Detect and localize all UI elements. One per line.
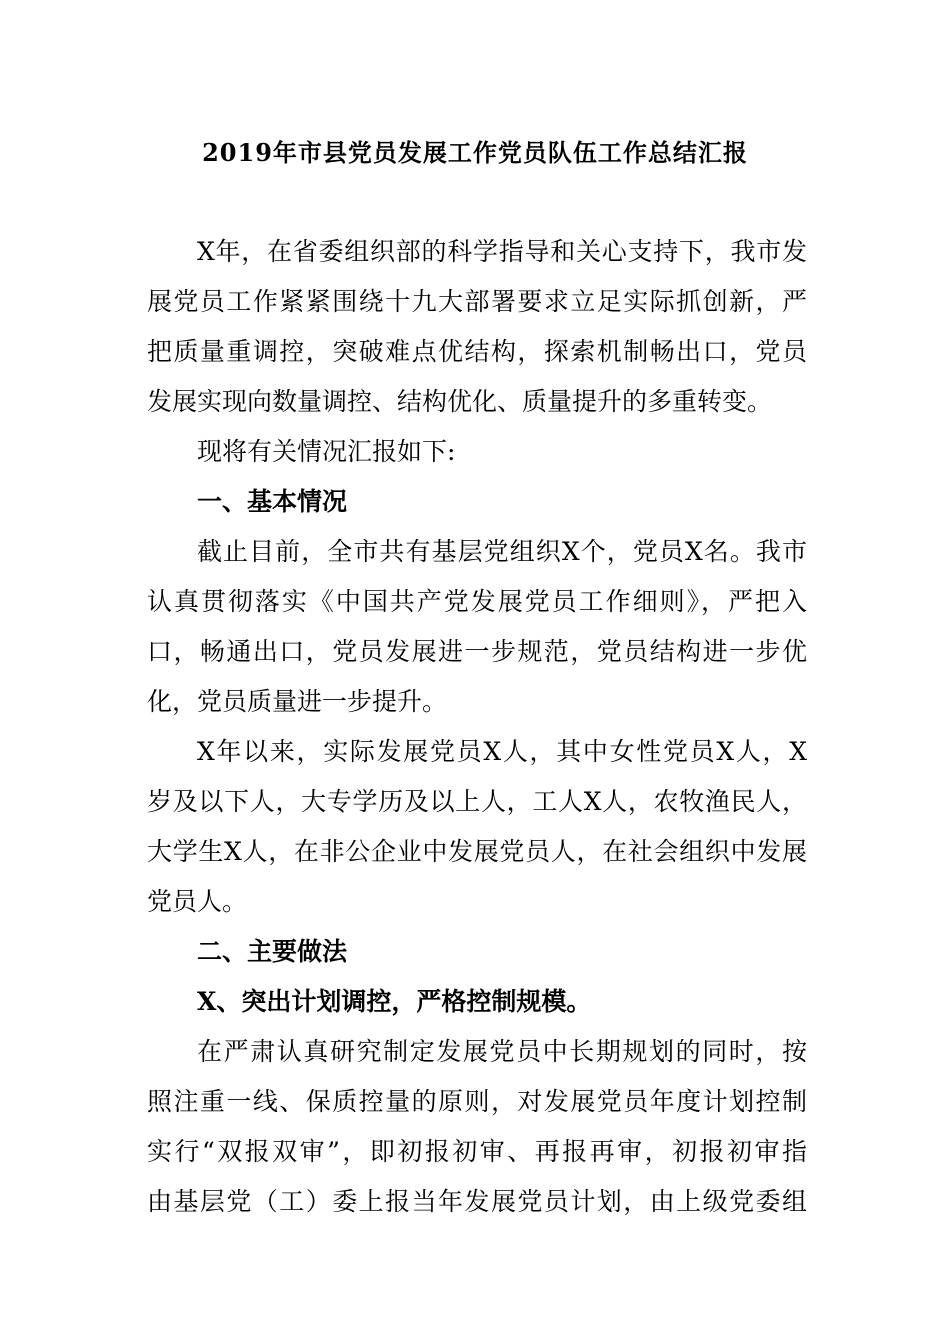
subsection-heading: X、突出计划调控，严格控制规模。: [197, 987, 592, 1016]
section-heading: 二、主要做法: [197, 937, 348, 966]
paragraph-line: 由基层党（工）委上报当年发展党员计划，由上级党委组: [147, 1187, 807, 1216]
paragraph-line: 岁及以下人，大专学历及以上人，工人X人，农牧渔民人，: [147, 787, 807, 816]
paragraph-line: 现将有关情况汇报如下:: [197, 437, 456, 466]
paragraph-line: X年以来，实际发展党员X人，其中女性党员X人，X: [197, 737, 807, 766]
paragraph-line: 展党员工作紧紧围绕十九大部署要求立足实际抓创新，严: [147, 287, 807, 316]
paragraph-line: 把质量重调控，突破难点优结构，探索机制畅出口，党员: [147, 337, 807, 366]
paragraph-line: 大学生X人，在非公企业中发展党员人，在社会组织中发展: [147, 837, 807, 866]
paragraph-line: 口，畅通出口，党员发展进一步规范，党员结构进一步优: [147, 637, 807, 666]
document-title: 2019年市县党员发展工作党员队伍工作总结汇报: [202, 138, 748, 167]
paragraph-line: 认真贯彻落实《中国共产党发展党员工作细则》，严把入: [147, 587, 807, 616]
paragraph-line: 照注重一线、保质控量的原则，对发展党员年度计划控制: [147, 1087, 807, 1116]
paragraph-line: 在严肃认真研究制定发展党员中长期规划的同时，按: [197, 1037, 807, 1066]
paragraph-line: 截止目前，全市共有基层党组织X个，党员X名。我市: [197, 537, 807, 566]
paragraph-line: 实行“双报双审”，即初报初审、再报再审，初报初审指: [147, 1137, 807, 1166]
paragraph-line: 化，党员质量进一步提升。: [147, 687, 448, 716]
paragraph-line: 发展实现向数量调控、结构优化、质量提升的多重转变。: [147, 387, 773, 416]
section-heading: 一、基本情况: [197, 487, 348, 516]
document-body: [147, 227, 807, 1227]
paragraph-line: 党员人。: [147, 887, 248, 916]
paragraph-line: X年，在省委组织部的科学指导和关心支持下，我市发: [197, 237, 807, 266]
